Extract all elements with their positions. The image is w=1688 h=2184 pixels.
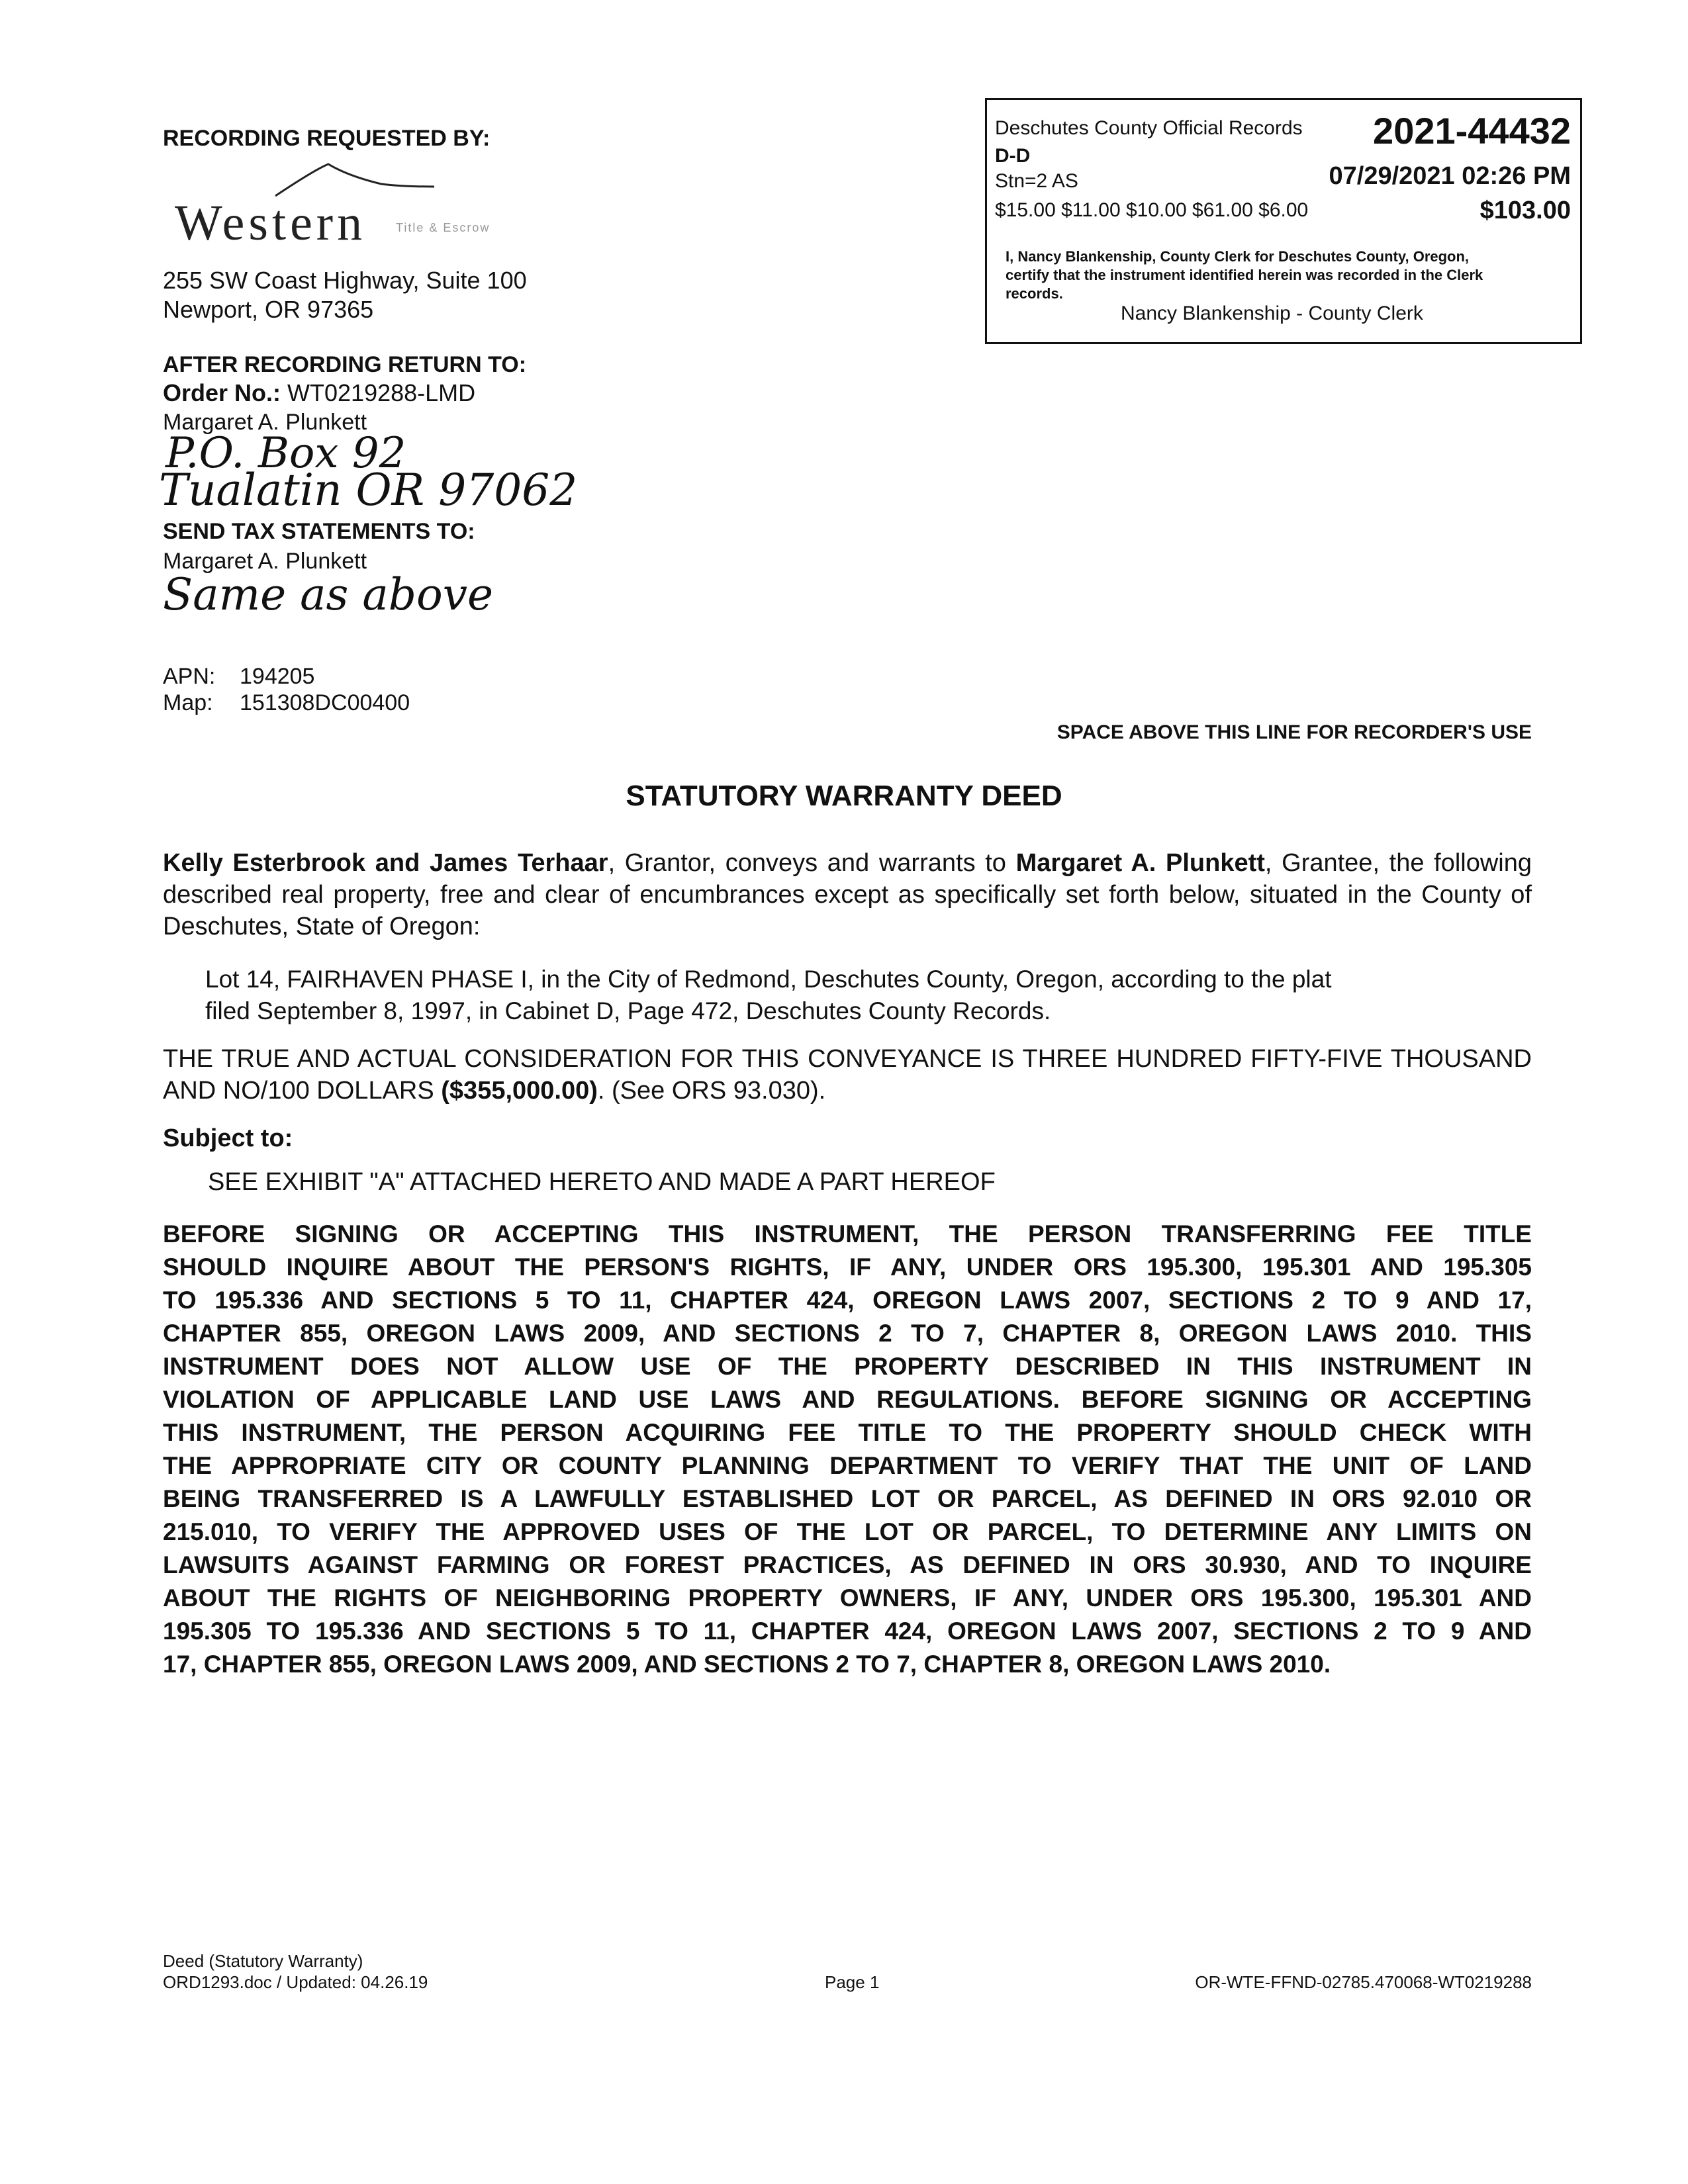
notice-line: 195.305 TO 195.336 AND SECTIONS 5 TO 11, CHAPTER 424, OREGON LAWS 2007, SECTIONS 2 TO 9 AND xyxy=(163,1617,1532,1645)
county-records-line: Deschutes County Official Records xyxy=(995,117,1303,139)
notice-line: VIOLATION OF APPLICABLE LAND USE LAWS AND REGULATIONS. BEFORE SIGNING OR ACCEPTING xyxy=(163,1386,1532,1413)
apn-value: 194205 xyxy=(240,664,315,689)
footer-document-id: OR-WTE-FFND-02785.470068-WT0219288 xyxy=(1195,1972,1532,1992)
order-number: WT0219288-LMD xyxy=(287,379,476,406)
recording-requested-label: RECORDING REQUESTED BY: xyxy=(163,126,491,151)
conveyance-text-a: , Grantor, conveys and warrants to xyxy=(608,849,1016,877)
recorder-space-line: SPACE ABOVE THIS LINE FOR RECORDER'S USE xyxy=(1056,721,1532,743)
clerk-certification-3: records. xyxy=(1006,285,1063,302)
conveyance-paragraph xyxy=(163,847,1532,942)
return-address-handwritten-1: P.O. Box 92 xyxy=(165,429,406,478)
footer-form-name: Deed (Statutory Warranty) xyxy=(163,1951,363,1971)
map-value: 151308DC00400 xyxy=(240,690,410,715)
consideration-text-a: THE TRUE AND ACTUAL CONSIDERATION FOR THIS CONVEYANCE IS THREE HUNDRED FIFTY-FIVE THOUSAND AND NO/100 DOLLARS xyxy=(163,1045,1532,1105)
company-address-2: Newport, OR 97365 xyxy=(163,296,374,323)
record-number: 2021-44432 xyxy=(1373,110,1571,152)
notice-line: 17, CHAPTER 855, OREGON LAWS 2009, AND SECTIONS 2 TO 7, CHAPTER 8, OREGON LAWS 2010. xyxy=(163,1651,1331,1678)
notice-line: ABOUT THE RIGHTS OF NEIGHBORING PROPERTY OWNERS, IF ANY, UNDER ORS 195.300, 195.301 AND xyxy=(163,1584,1532,1612)
notice-line: 215.010, TO VERIFY THE APPROVED USES OF THE LOT OR PARCEL, TO DETERMINE ANY LIMITS ON xyxy=(163,1518,1532,1545)
exhibit-reference: SEE EXHIBIT "A" ATTACHED HERETO AND MADE A PART HEREOF xyxy=(208,1168,996,1196)
consideration-amount: ($355,000.00) xyxy=(441,1077,598,1105)
grantee-name: Margaret A. Plunkett xyxy=(1015,849,1265,877)
tax-statements-label: SEND TAX STATEMENTS TO: xyxy=(163,519,475,544)
subject-to-label: Subject to: xyxy=(163,1124,293,1152)
notice-line: LAWSUITS AGAINST FARMING OR FOREST PRACTICES, AS DEFINED IN ORS 30.930, AND TO INQUIRE xyxy=(163,1551,1532,1578)
notice-line: TO 195.336 AND SECTIONS 5 TO 11, CHAPTER 424, OREGON LAWS 2007, SECTIONS 2 TO 9 AND 17, xyxy=(163,1287,1532,1314)
station-code: Stn=2 AS xyxy=(995,170,1078,192)
footer-form-file: ORD1293.doc / Updated: 04.26.19 xyxy=(163,1972,428,1992)
clerk-certification-1: I, Nancy Blankenship, County Clerk for Deschutes County, Oregon, xyxy=(1006,248,1470,265)
notice-line: SHOULD INQUIRE ABOUT THE PERSON'S RIGHTS, IF ANY, UNDER ORS 195.300, 195.301 AND 195.305 xyxy=(163,1253,1532,1281)
clerk-certification-2: certify that the instrument identified herein was recorded in the Clerk xyxy=(1006,267,1483,283)
consideration-paragraph xyxy=(163,1043,1532,1107)
consideration-text-b: . (See ORS 93.030). xyxy=(597,1077,826,1105)
fee-breakdown: $15.00 $11.00 $10.00 $61.00 $6.00 xyxy=(995,199,1309,221)
notice-line: THIS INSTRUMENT, THE PERSON ACQUIRING FEE TITLE TO THE PROPERTY SHOULD CHECK WITH xyxy=(163,1419,1532,1446)
legal-description-1: Lot 14, FAIRHAVEN PHASE I, in the City of Redmond, Deschutes County, Oregon, according to the plat xyxy=(205,966,1332,993)
company-logo xyxy=(163,156,573,249)
logo-wordmark: Western xyxy=(175,195,367,251)
record-type: D-D xyxy=(995,145,1031,167)
return-address-handwritten-2: Tualatin OR 97062 xyxy=(159,465,578,516)
notice-line: INSTRUMENT DOES NOT ALLOW USE OF THE PROPERTY DESCRIBED IN THIS INSTRUMENT IN xyxy=(163,1353,1532,1380)
notice-line: THE APPROPRIATE CITY OR COUNTY PLANNING DEPARTMENT TO VERIFY THAT THE UNIT OF LAND xyxy=(163,1452,1532,1479)
conveyance-text-b: , Grantee, the following described real property, free and clear of encumbrances except as specifically set forth below, situated in the County of Deschutes, State of Oregon: xyxy=(163,849,1532,940)
statutory-notice xyxy=(163,1218,1532,1681)
official-records-stamp xyxy=(985,98,1582,344)
footer-page-number: Page 1 xyxy=(825,1972,880,1992)
legal-description-2: filed September 8, 1997, in Cabinet D, Page 472, Deschutes County Records. xyxy=(205,997,1051,1024)
logo-subtitle: Title & Escrow xyxy=(396,221,491,234)
notice-line: BEFORE SIGNING OR ACCEPTING THIS INSTRUMENT, THE PERSON TRANSFERRING FEE TITLE xyxy=(163,1220,1532,1248)
record-datetime: 07/29/2021 02:26 PM xyxy=(1329,162,1571,190)
grantor-names: Kelly Esterbrook and James Terhaar xyxy=(163,849,608,877)
tax-address-handwritten: Same as above xyxy=(163,569,494,620)
company-address-1: 255 SW Coast Highway, Suite 100 xyxy=(163,267,527,294)
order-label: Order No.: xyxy=(163,379,281,406)
return-name: Margaret A. Plunkett xyxy=(163,410,367,435)
deed-title: STATUTORY WARRANTY DEED xyxy=(626,780,1062,812)
map-label: Map: xyxy=(163,690,213,715)
apn-label: APN: xyxy=(163,664,216,689)
tax-name: Margaret A. Plunkett xyxy=(163,549,367,574)
return-to-label: AFTER RECORDING RETURN TO: xyxy=(163,352,527,377)
fee-total: $103.00 xyxy=(1479,197,1571,224)
notice-line: BEING TRANSFERRED IS A LAWFULLY ESTABLISHED LOT OR PARCEL, AS DEFINED IN ORS 92.010 OR xyxy=(163,1485,1532,1512)
clerk-name: Nancy Blankenship - County Clerk xyxy=(1121,302,1423,324)
order-number-line xyxy=(163,379,475,408)
map-line xyxy=(163,688,410,717)
apn-line xyxy=(163,662,314,691)
notice-line: CHAPTER 855, OREGON LAWS 2009, AND SECTIONS 2 TO 7, CHAPTER 8, OREGON LAWS 2010. THIS xyxy=(163,1320,1532,1347)
